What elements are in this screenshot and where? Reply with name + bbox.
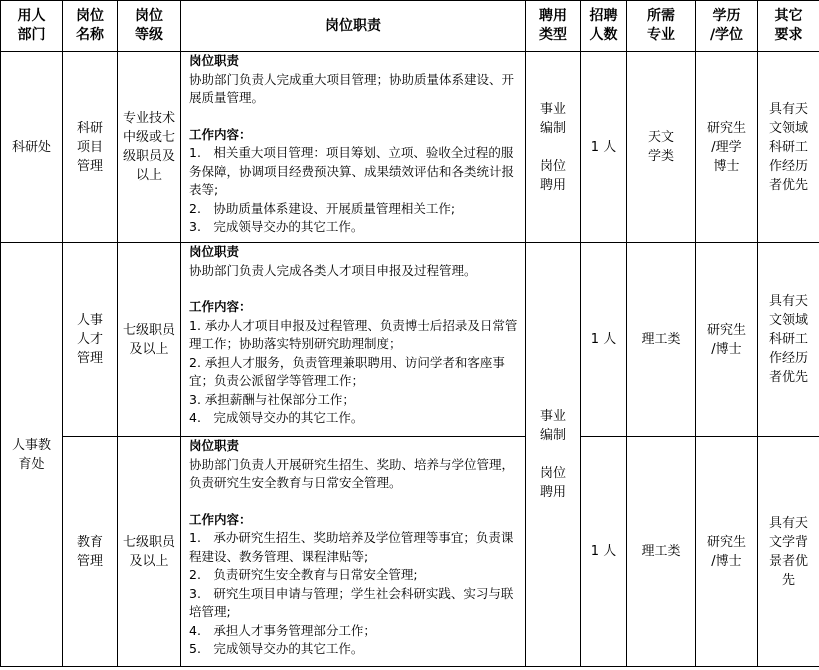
work-item: 2. 承担人才服务，负责管理兼职聘用、访问学者和客座事宜；负责公派留学等管理工作； — [189, 354, 505, 388]
work-item: 3. 研究生项目申请与管理；学生社会科研实践、实习与联培管理; — [189, 585, 514, 619]
other-cell: 具有天 文领域 科研工 作经历 者优先 — [758, 52, 819, 243]
header-duties: 岗位职责 — [181, 1, 526, 52]
major-cell: 天文 学类 — [627, 52, 696, 243]
header-other: 其它 要求 — [758, 1, 819, 52]
dept-cell: 人事教 育处 — [1, 243, 63, 667]
post-name-cell: 科研 项目 管理 — [63, 52, 118, 243]
other-cell: 具有天 文学背 景者优 先 — [758, 437, 819, 667]
work-item: 2. 负责研究生安全教育与日常安全管理; — [189, 567, 418, 582]
work-title: 工作内容： — [189, 126, 252, 142]
duties-cell — [181, 437, 526, 667]
work-item: 1. 承办人才项目申报及过程管理、负责博士后招录及日常管理工作；协助落实特别研究助理制度； — [189, 317, 518, 351]
hire-type-cell: 事业 编制 岗位 聘用 — [526, 243, 581, 667]
header-dept: 用人 部门 — [1, 1, 63, 52]
header-major: 所需 专业 — [627, 1, 696, 52]
header-hire-type: 聘用 类型 — [526, 1, 581, 52]
duty-title: 岗位职责 — [189, 438, 240, 453]
table-row — [1, 437, 819, 667]
post-level-cell: 七级职员 及以上 — [118, 243, 181, 437]
duties-cell — [181, 52, 526, 243]
count-cell: 1 人 — [581, 243, 627, 437]
work-item: 5. 完成领导交办的其它工作。 — [189, 641, 364, 656]
duty-title: 岗位职责 — [189, 53, 240, 68]
work-item: 3. 承担薪酬与社保部分工作； — [189, 391, 355, 407]
post-name-cell: 教育 管理 — [63, 437, 118, 667]
duty-summary: 协助部门负责人开展研究生招生、奖助、培养与学位管理，负责研究生安全教育与日常安全管理。 — [189, 456, 515, 490]
header-degree: 学历 /学位 — [696, 1, 758, 52]
major-cell: 理工类 — [627, 437, 696, 667]
header-count: 招聘 人数 — [581, 1, 627, 52]
post-level-cell: 专业技术 中级或七 级职员及 以上 — [118, 52, 181, 243]
header-post-name: 岗位 名称 — [63, 1, 118, 52]
count-cell: 1 人 — [581, 437, 627, 667]
post-name-cell: 人事 人才 管理 — [63, 243, 118, 437]
other-cell: 具有天 文领域 科研工 作经历 者优先 — [758, 243, 819, 437]
work-title: 工作内容： — [189, 299, 252, 314]
header-post-level: 岗位 等级 — [118, 1, 181, 52]
work-item: 4. 承担人才事务管理部分工作； — [189, 622, 376, 638]
work-item: 4. 完成领导交办的其它工作。 — [189, 410, 364, 425]
degree-cell: 研究生 /理学 博士 — [696, 52, 758, 243]
work-title: 工作内容： — [189, 511, 252, 527]
duty-summary: 协助部门负责人完成重大项目管理；协助质量体系建设、开展质量管理。 — [189, 71, 515, 105]
duties-cell — [181, 243, 526, 437]
table-row — [1, 52, 819, 243]
degree-cell: 研究生 /博士 — [696, 243, 758, 437]
work-item: 2. 协助质量体系建设、开展质量管理相关工作; — [189, 200, 456, 216]
dept-cell: 科研处 — [1, 52, 63, 243]
degree-cell: 研究生 /博士 — [696, 437, 758, 667]
work-item: 1. 承办研究生招生、奖助培养及学位管理等事宜；负责课程建设、教务管理、课程津贴等; — [189, 530, 514, 564]
header-row — [1, 1, 819, 52]
work-item: 1. 相关重大项目管理：项目筹划、立项、验收全过程的服务保障，协调项目经费预决算、成果绩效评估和各类统计报表等; — [189, 145, 515, 197]
major-cell: 理工类 — [627, 243, 696, 437]
hire-type-cell: 事业 编制 岗位 聘用 — [526, 52, 581, 243]
duty-summary: 协助部门负责人完成各类人才项目申报及过程管理。 — [189, 262, 477, 278]
count-cell: 1 人 — [581, 52, 627, 243]
table-row — [1, 243, 819, 437]
duty-title: 岗位职责 — [189, 244, 240, 259]
work-item: 3. 完成领导交办的其它工作。 — [189, 219, 364, 234]
post-level-cell: 七级职员 及以上 — [118, 437, 181, 667]
